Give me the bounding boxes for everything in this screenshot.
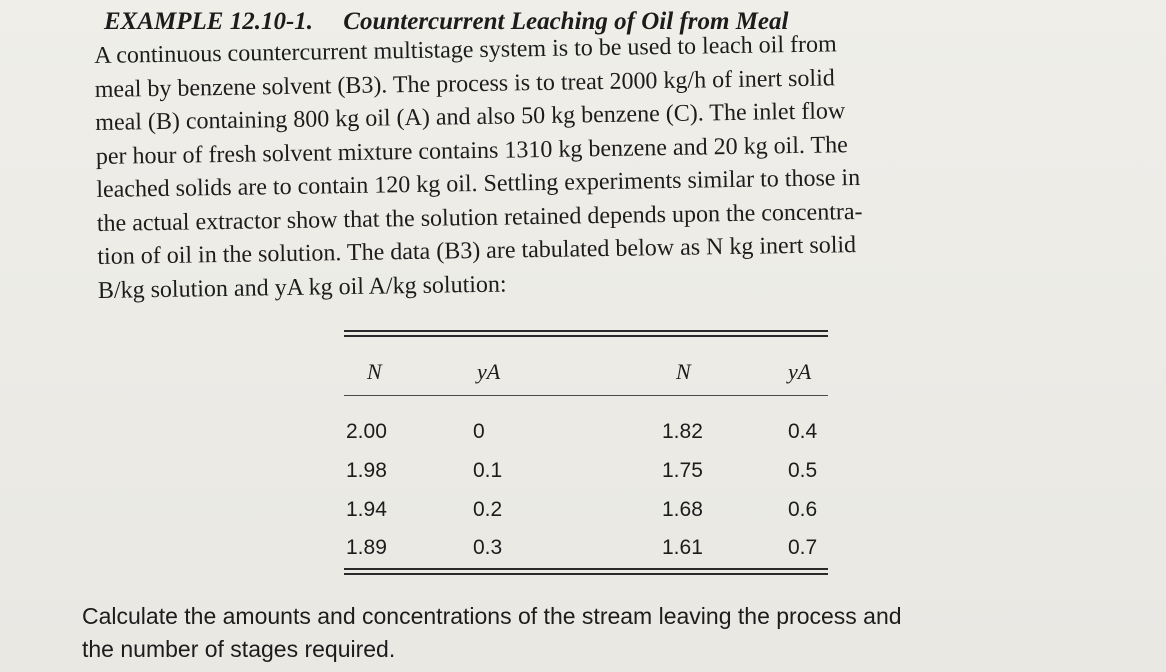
problem-line: A continuous countercurrent multistage system is to be used to leach oil from [94, 31, 837, 69]
table-cell: 2.00 [346, 420, 387, 443]
question-line: Calculate the amounts and concentrations of the stream leaving the process and [82, 603, 902, 629]
equilibrium-data-table [344, 330, 828, 566]
table-row [344, 420, 828, 458]
problem-line: meal (B) containing 800 kg oil (A) and also 50 kg benzene (C). The inlet flow [95, 98, 846, 136]
table-bottom-rule [344, 568, 828, 575]
table-cell: 1.89 [346, 536, 387, 559]
table-cell: 1.98 [346, 459, 387, 482]
table-cell: 0.7 [788, 536, 818, 559]
table-row [344, 498, 828, 536]
question-line: the number of stages required. [82, 636, 396, 662]
example-number: EXAMPLE 12.10-1. [104, 8, 314, 35]
table-cell: 0.2 [473, 498, 503, 521]
table-cell: 1.68 [662, 498, 703, 521]
problem-line: per hour of fresh solvent mixture contains 1310 kg benzene and 20 kg oil. The [95, 131, 848, 170]
table-cell: 1.75 [662, 459, 703, 482]
table-cell: 1.61 [662, 536, 703, 559]
table-cell: 0.3 [473, 536, 503, 559]
table-cell: 1.94 [346, 498, 387, 521]
example-title: Countercurrent Leaching of Oil from Meal [343, 8, 789, 35]
table-cell: 0.1 [473, 459, 503, 482]
problem-line: tion of oil in the solution. The data (B3) are tabulated below as N kg inert solid [97, 232, 857, 270]
header-ya-2: yA [788, 359, 812, 384]
table-row [344, 459, 828, 497]
table-cell: 0 [473, 420, 485, 443]
question-text [82, 600, 1132, 666]
table-cell: 0.6 [788, 498, 818, 521]
table-cell: 0.5 [788, 459, 818, 482]
table-cell: 0.4 [788, 420, 818, 443]
problem-line: the actual extractor show that the solution retained depends upon the concentra- [96, 198, 863, 237]
table-header [344, 337, 828, 395]
table-top-rule [344, 330, 828, 337]
table-body [344, 396, 828, 566]
problem-line: B/kg solution and yA kg oil A/kg solution: [97, 271, 507, 304]
header-n-1: N [367, 359, 382, 384]
header-n-2: N [676, 359, 691, 384]
header-ya-1: yA [477, 359, 501, 384]
problem-line: leached solids are to contain 120 kg oil. Settling experiments similar to those in [96, 164, 861, 203]
problem-statement [94, 24, 1098, 308]
table-cell: 1.82 [662, 420, 703, 443]
problem-line: meal by benzene solvent (B3). The process is to treat 2000 kg/h of inert solid [94, 64, 835, 103]
